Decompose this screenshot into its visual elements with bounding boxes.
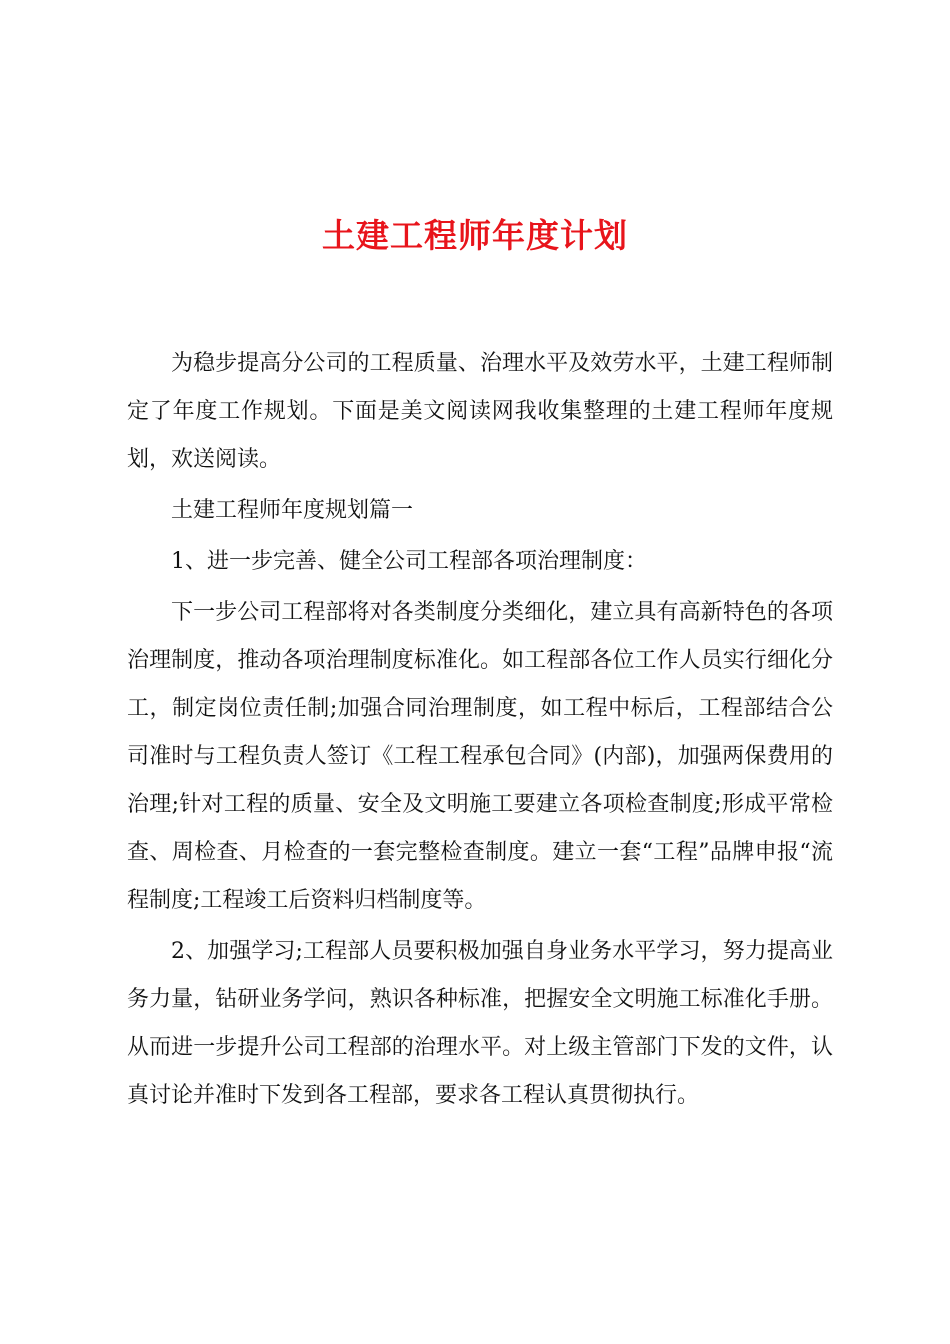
document-body — [127, 340, 833, 1123]
document-title: 土建工程师年度计划 — [322, 216, 628, 255]
paragraph-section-heading: 土建工程师年度规划篇一 — [171, 498, 414, 523]
paragraph-item-2: 2、加强学习;工程部人员要积极加强自身业务水平学习，努力提高业务力量，钻研业务学问，熟识各种标准，把握安全文明施工标准化手册。从而进一步提升公司工程部的治理水平。对上级主管部门下发的文件，认真讨论并准时下发到各工程部，要求各工程认真贯彻执行。 — [127, 939, 833, 1108]
paragraph-intro: 为稳步提高分公司的工程质量、治理水平及效劳水平，土建工程师制定了年度工作规划。下面是美文阅读网我收集整理的土建工程师年度规划，欢送阅读。 — [127, 351, 833, 472]
paragraph-item-1-heading: 1、进一步完善、健全公司工程部各项治理制度： — [171, 549, 647, 574]
paragraph-item-1-detail: 下一步公司工程部将对各类制度分类细化，建立具有高新特色的各项治理制度，推动各项治理制度标准化。如工程部各位工作人员实行细化分工，制定岗位责任制;加强合同治理制度，如工程中标后，工程部结合公司准时与工程负责人签订《工程工程承包合同》(内部)，加强两保费用的治理;针对工程的质量、安全及文明施工要建立各项检查制度;形成平常检查、周检查、月检查的一套完整检查制度。建立一套“工程”品牌申报“流程制度;工程竣工后资料归档制度等。 — [127, 600, 833, 913]
